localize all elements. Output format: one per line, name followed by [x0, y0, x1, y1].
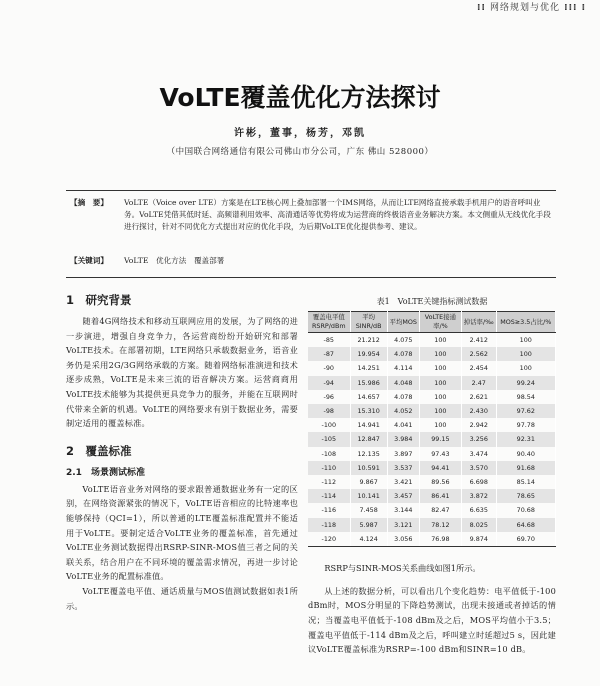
abstract-text: VoLTE（Voice over LTE）方案是在LTE核心网上叠加部署一个IMS网络，从而让LTE网络直接承载手机用户的语音呼叫业务。VoLTE凭借其低时延、高频谱利用效率、高清通话等优势将成为运营商的终极语音业务解决方案。本文侧重从无线优化手段进行探讨，针对不同优化方式提出对应的优化手段，为后期VoLTE优化提供参考、建议。 [124, 198, 551, 231]
table-header-cell: 平均SINR/dB [350, 312, 387, 333]
table-header-cell: MOS≥3.5占比/% [496, 312, 555, 333]
table-cell: 100 [419, 361, 461, 375]
table-row [308, 475, 556, 489]
header-marks-icon: ⁞⁞⁞ ⁞ [560, 3, 586, 13]
table-cell: 3.421 [387, 475, 419, 489]
table-cell: 3.121 [387, 518, 419, 532]
table-cell: 10.591 [350, 461, 387, 475]
table-cell: 3.897 [387, 447, 419, 461]
table-cell: 78.12 [419, 518, 461, 532]
table-cell: 4.041 [387, 418, 419, 432]
table-cell: 7.458 [350, 503, 387, 517]
table-cell: -108 [308, 447, 350, 461]
affiliation: （中国联合网络通信有限公司佛山市分公司，广东 佛山 528000） [166, 147, 434, 157]
table-cell: -110 [308, 461, 350, 475]
data-table [308, 311, 556, 547]
authors: 许彬，董事，杨芳，邓凯 [234, 128, 366, 139]
keywords-label: 【关键词】 [70, 256, 108, 265]
table-row [308, 503, 556, 517]
table-cell: -87 [308, 347, 350, 361]
table-cell: 19.954 [350, 347, 387, 361]
table-cell: 10.141 [350, 489, 387, 503]
table-cell: -118 [308, 518, 350, 532]
table-cell: -96 [308, 390, 350, 404]
table-cell: 4.114 [387, 361, 419, 375]
figure-reference: RSRP与SINR-MOS关系曲线如图1所示。 [324, 563, 481, 574]
table-row [308, 376, 556, 390]
table-cell: 98.54 [496, 390, 555, 404]
table-row [308, 461, 556, 475]
table-cell: 76.98 [419, 532, 461, 547]
table-cell: 90.40 [496, 447, 555, 461]
paper-title: VoLTE覆盖优化方法探讨 [159, 83, 441, 112]
table-cell: 9.867 [350, 475, 387, 489]
table-cell: 91.68 [496, 461, 555, 475]
table-row [308, 432, 556, 446]
table-cell: 6.698 [461, 475, 496, 489]
table-cell: 3.872 [461, 489, 496, 503]
table-cell: 100 [496, 347, 555, 361]
table-cell: -120 [308, 532, 350, 547]
table-cell: 15.986 [350, 376, 387, 390]
table-cell: 2.47 [461, 376, 496, 390]
section-header-band [477, 0, 586, 13]
table-cell: 4.078 [387, 390, 419, 404]
table-cell: 15.310 [350, 404, 387, 418]
table-header-row [308, 312, 556, 333]
table-cell: 100 [419, 404, 461, 418]
table-cell: 100 [419, 347, 461, 361]
right-paragraph: 从上述的数据分析，可以看出几个变化趋势：电平值低于-100 dBm时，MOS分明显的下降趋势测试，出现未接通或者掉话的情况；当覆盖电平值低于-108 dBm及之后，MOS平均值小于3.5；覆盖电平值低于-114 dBm及之后，呼叫建立时延超过5 s，因此建议VoLTE覆盖标准为RSRP=-100 dBm和SINR=10 dB。 [308, 585, 556, 655]
table-cell: 5.987 [350, 518, 387, 532]
table-cell: 94.41 [419, 461, 461, 475]
table-row [308, 347, 556, 361]
table-cell: 70.68 [496, 503, 555, 517]
header-band-text: 网络规划与优化 [490, 3, 561, 13]
table-cell: 99.15 [419, 432, 461, 446]
table-row [308, 390, 556, 404]
table-cell: 82.47 [419, 503, 461, 517]
table-cell: 100 [419, 390, 461, 404]
section1-heading: 1 研究背景 [66, 293, 132, 307]
table-body [308, 333, 556, 547]
section1-paragraph: 随着4G网络技术和移动互联网应用的发展，为了网络的进一步演进，增强自身竞争力，各运营商纷纷开始研究和部署VoLTE技术。在部署初期，LTE网络只承载数据业务，语音业务仍是采用2G/3G网络承载的方案。随着网络标准演进和技术逐步成熟，VoLTE是未来三流的语音解决方案。运营商商用VoLTE技术能够为其提供更具竞争力的服务，并能在互联网时代带来全新的机遇。VoLTE的网络要求有别于数据业务，需要制定适用的覆盖标准。 [66, 316, 298, 429]
table-row [308, 333, 556, 348]
table-cell: -112 [308, 475, 350, 489]
table-row [308, 418, 556, 432]
section2-paragraph-1: VoLTE语音业务对网络的要求跟普通数据业务有一定的区别，在网络资源紧张的情况下，VoLTE语音相应的比特速率也能够保持（QCI=1），所以普通的LTE覆盖标准配置并不能适用于VoLTE。要制定适合VoLTE业务的覆盖标准，首先通过VoLTE业务测试数据得出RSRP-SINR-MOS值三者之间的关联关系，结合用户在不同环境的覆盖需求情况，再进一步讨论VoLTE业务的配置标准值。 [66, 483, 298, 582]
table-cell: -116 [308, 503, 350, 517]
table-cell: 8.025 [461, 518, 496, 532]
table-cell: 100 [419, 333, 461, 348]
table-cell: 14.941 [350, 418, 387, 432]
table-row [308, 447, 556, 461]
header-marks-icon: ⁞⁞ [477, 3, 491, 13]
table-cell: 3.570 [461, 461, 496, 475]
table-cell: 12.135 [350, 447, 387, 461]
section2-paragraph-2: VoLTE覆盖电平值、通话质量与MOS值测试数据如表1所示。 [66, 585, 298, 611]
table-cell: 9.874 [461, 532, 496, 547]
table-row [308, 532, 556, 547]
table-cell: 21.212 [350, 333, 387, 348]
table-cell: -105 [308, 432, 350, 446]
table-cell: 3.537 [387, 461, 419, 475]
table-row [308, 489, 556, 503]
table-cell: 2.412 [461, 333, 496, 348]
table-cell: 99.24 [496, 376, 555, 390]
table-row [308, 361, 556, 375]
table-cell: 69.70 [496, 532, 555, 547]
table-cell: 4.052 [387, 404, 419, 418]
table-cell: 2.454 [461, 361, 496, 375]
table-cell: -94 [308, 376, 350, 390]
table-cell: 6.635 [461, 503, 496, 517]
table-cell: 4.124 [350, 532, 387, 547]
table-cell: 4.075 [387, 333, 419, 348]
table-cell: 2.562 [461, 347, 496, 361]
table-cell: 100 [419, 376, 461, 390]
table-cell: 100 [419, 418, 461, 432]
right-column [308, 296, 556, 657]
table-cell: 4.078 [387, 347, 419, 361]
table-cell: 14.657 [350, 390, 387, 404]
table-cell: 12.847 [350, 432, 387, 446]
table-cell: 78.65 [496, 489, 555, 503]
table-cell: 100 [496, 361, 555, 375]
table-cell: 3.144 [387, 503, 419, 517]
table-cell: 3.256 [461, 432, 496, 446]
table-header-cell: 覆盖电平值RSRP/dBm [308, 312, 350, 333]
table-cell: 3.474 [461, 447, 496, 461]
table-cell: 97.78 [496, 418, 555, 432]
table-cell: -114 [308, 489, 350, 503]
table-cell: 2.621 [461, 390, 496, 404]
table-cell: 92.31 [496, 432, 555, 446]
table-cell: -85 [308, 333, 350, 348]
section2-1-heading: 2.1 场景测试标准 [66, 467, 145, 478]
table-cell: -90 [308, 361, 350, 375]
table-cell: 85.14 [496, 475, 555, 489]
table-cell: 2.430 [461, 404, 496, 418]
table-caption: 表1 VoLTE关键指标测试数据 [376, 297, 488, 306]
table-cell: 3.056 [387, 532, 419, 547]
table-cell: 14.251 [350, 361, 387, 375]
table-cell: 3.984 [387, 432, 419, 446]
table-cell: 86.41 [419, 489, 461, 503]
table-cell: 89.56 [419, 475, 461, 489]
table-cell: 97.43 [419, 447, 461, 461]
table-header-cell: 掉话率/‰ [461, 312, 496, 333]
left-column [66, 292, 298, 613]
table-row [308, 404, 556, 418]
keywords-text: VoLTE 优化方法 覆盖部署 [124, 256, 225, 265]
table-cell: 2.942 [461, 418, 496, 432]
table-header-cell: VoLTE接通率/% [419, 312, 461, 333]
section2-heading: 2 覆盖标准 [66, 443, 132, 458]
table-cell: 97.62 [496, 404, 555, 418]
abstract-box [66, 190, 556, 278]
table-cell: 3.457 [387, 489, 419, 503]
table-cell: 4.048 [387, 376, 419, 390]
table-row [308, 518, 556, 532]
table-header-cell: 平均MOS [387, 312, 419, 333]
abstract-label: 【摘 要】 [70, 198, 108, 207]
table-cell: -98 [308, 404, 350, 418]
table-cell: -100 [308, 418, 350, 432]
table-cell: 64.68 [496, 518, 555, 532]
table-cell: 100 [496, 333, 555, 348]
